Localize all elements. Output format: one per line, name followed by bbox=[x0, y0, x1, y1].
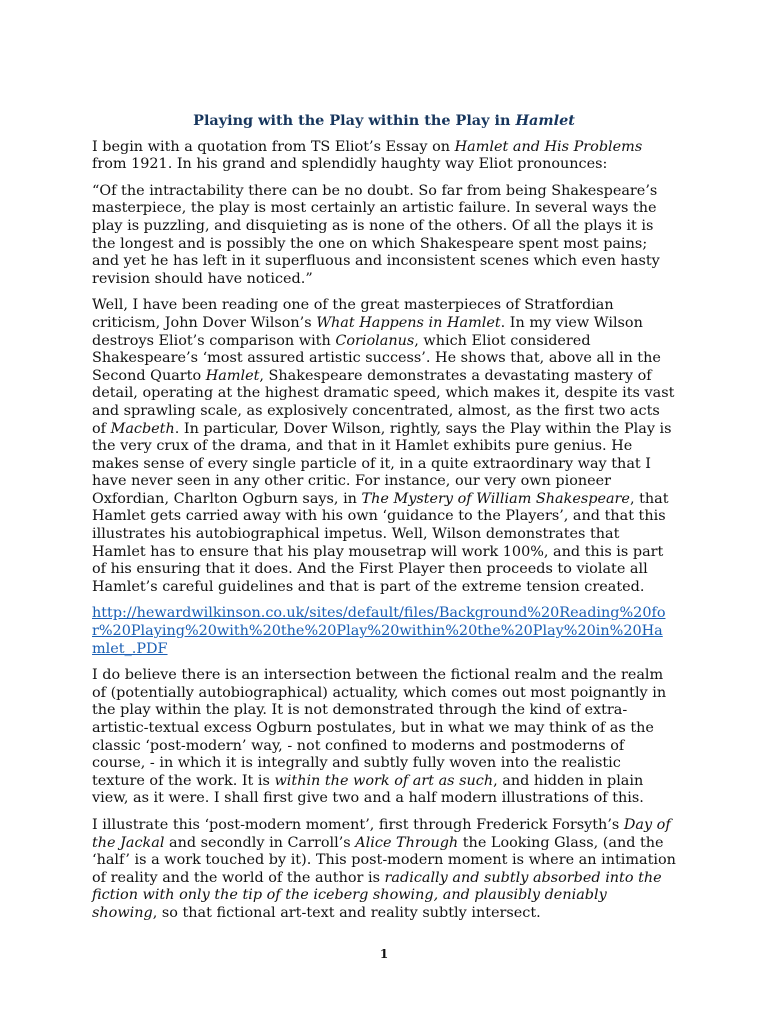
background-reading-link[interactable]: http://hewardwilkinson.co.uk/sites/default/files/Background%20Reading%20for%20Playing%20with%20the%20Play%20within%20the%20Play%20in%20Hamlet_.PDF bbox=[92, 605, 666, 657]
paragraph-intersection: I do believe there is an intersection between the fictional realm and the realm of (potentially autobiographical) actuality, which comes out most poignantly in the play within the play. It is not demonstrated through the kind of extra-artistic-textual excess Ogburn postulates, but in what we may think of as the classic ‘post-modern’ way, - not confined to moderns and postmoderns of course, - in which it is integrally and subtly fully woven into the realistic texture of the work. It is within the work of art as such, and hidden in plain view, as it were. I shall first give two and a half modern illustrations of this. bbox=[92, 667, 667, 807]
paragraph-wilson: Well, I have been reading one of the great masterpieces of Stratfordian criticism, John Dover Wilson’s What Happens in Hamlet. In my view Wilson destroys Eliot’s comparison with Coriolanus, which Eliot considered Shakespeare’s ‘most assured artistic success’. He shows that, above all in the Second Quarto Hamlet, Shakespeare demonstrates a devastating mastery of detail, operating at the highest dramatic speed, which makes it, despite its vast and sprawling scale, as explosively concentrated, almost, as the first two acts of Macbeth. In particular, Dover Wilson, rightly, says the Play within the Play is the very crux of the drama, and that in it Hamlet exhibits pure genius. He makes sense of every single particle of it, in a quite extraordinary way that I have never seen in any other critic. For instance, our very own pioneer Oxfordian, Charlton Ogburn says, in The Mystery of William Shakespeare, that Hamlet gets carried away with his own ‘guidance to the Players’, and that this illustrates his autobiographical impetus. Well, Wilson demonstrates that Hamlet has to ensure that his play mousetrap will work 100%, and this is part of his ensuring that it does. And the First Player then proceeds to violate all Hamlet’s careful guidelines and that is part of the extreme tension created. bbox=[92, 297, 675, 595]
document-body bbox=[92, 112, 676, 932]
paragraph-link bbox=[92, 605, 676, 658]
document-title: Playing with the Play within the Play in Hamlet bbox=[193, 112, 575, 129]
paragraph-intro: I begin with a quotation from TS Eliot’s Essay on Hamlet and His Problems from 1921. In his grand and splendidly haughty way Eliot pronounces: bbox=[92, 138, 643, 173]
paragraph-eliot-quote: “Of the intractability there can be no doubt. So far from being Shakespeare’s masterpiece, the play is most certainly an artistic failure. In several ways the play is puzzling, and disquieting as is none of the others. Of all the plays it is the longest and is possibly the one on which Shakespeare spent most pains; and yet he has left in it superfluous and inconsistent scenes which even hasty revision should have noticed.” bbox=[92, 182, 660, 287]
page-number: 1 bbox=[379, 947, 389, 961]
paragraph-post-modern: I illustrate this ‘post-modern moment’, first through Frederick Forsyth’s Day of the Jackal and secondly in Carroll’s Alice Through the Looking Glass, (and the ‘half’ is a work touched by it). This post-modern moment is where an intimation of reality and the world of the author is radically and subtly absorbed into the fiction with only the tip of the iceberg showing, and plausibly deniably showing, so that fictional art-text and reality subtly intersect. bbox=[92, 816, 676, 921]
